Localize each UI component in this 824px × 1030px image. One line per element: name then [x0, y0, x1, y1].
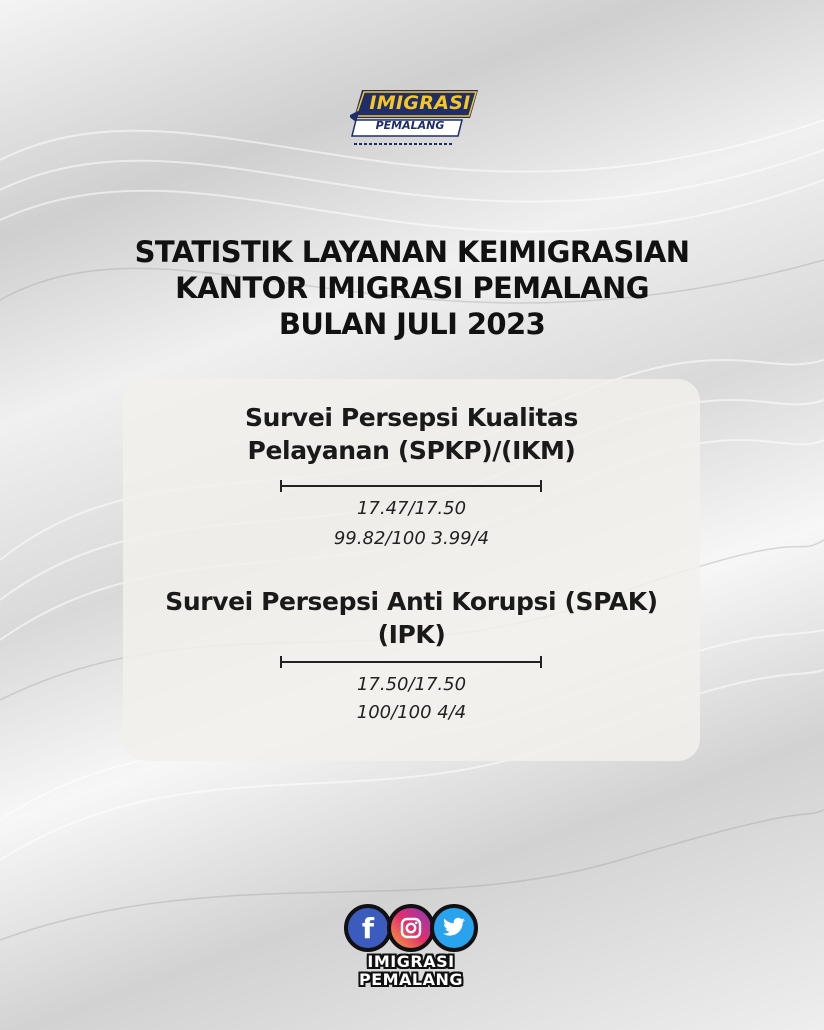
spak-heading-line-2: (IPK) — [377, 620, 446, 649]
spkp-heading-line-1: Survei Persepsi Kualitas — [245, 403, 578, 432]
spak-heading-line-1: Survei Persepsi Anti Korupsi (SPAK) — [165, 587, 658, 616]
spkp-heading-line-2: Pelayanan (SPKP)/(IKM) — [247, 436, 576, 465]
page-title — [0, 234, 824, 342]
social-media-logo — [336, 900, 486, 990]
statistics-card — [123, 379, 700, 761]
title-line-2: KANTOR IMIGRASI PEMALANG — [175, 271, 649, 305]
spkp-score-value: 17.47/17.50 — [356, 498, 467, 519]
imigrasi-pemalang-logo — [350, 86, 480, 152]
spkp-divider — [280, 485, 542, 487]
title-line-3: BULAN JULI 2023 — [278, 307, 546, 341]
logo-sub-text: PEMALANG — [375, 119, 445, 132]
spak-index-value: 100/100 4/4 — [356, 702, 467, 723]
spak-score-value: 17.50/17.50 — [356, 674, 467, 695]
spak-divider — [280, 661, 542, 663]
social-label-line-2: PEMALANG — [358, 970, 464, 989]
facebook-icon: f — [344, 904, 392, 952]
social-label-line-1: IMIGRASI — [367, 952, 455, 971]
logo-main-text: IMIGRASI — [369, 92, 471, 114]
spkp-index-value: 99.82/100 3.99/4 — [333, 528, 490, 549]
spak-heading — [123, 585, 700, 651]
title-line-1: STATISTIK LAYANAN KEIMIGRASIAN — [134, 235, 690, 269]
twitter-icon — [430, 904, 478, 952]
spkp-heading — [123, 401, 700, 467]
instagram-icon — [387, 904, 435, 952]
